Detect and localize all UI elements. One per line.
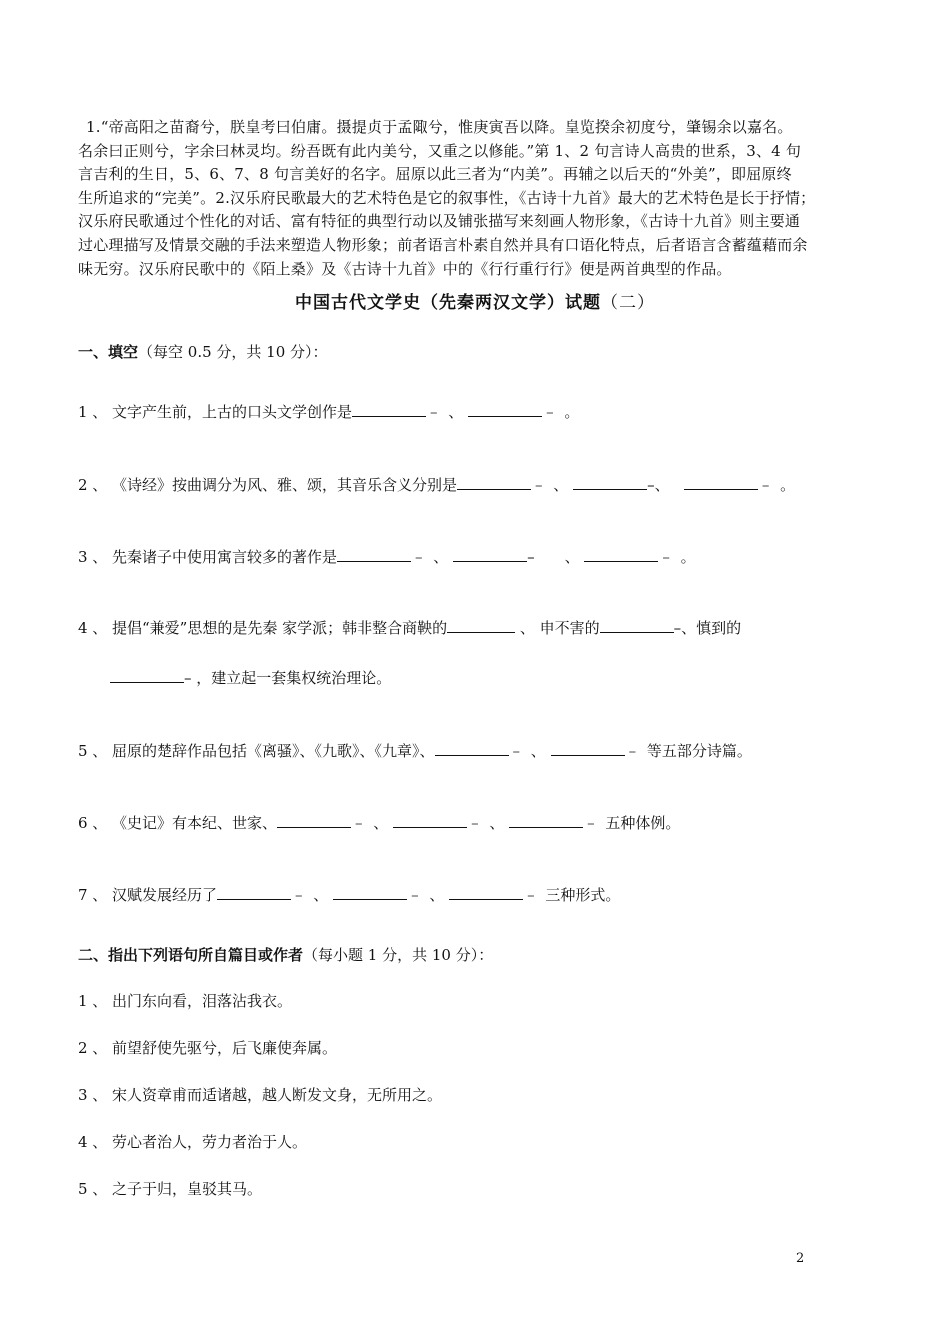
quote-text: 宋人资章甫而适诸越，越人断发文身，无所用之。 xyxy=(112,1086,443,1104)
separator: – 、 xyxy=(527,548,580,566)
question-text: 《史记》有本纪、世家、 xyxy=(112,814,278,832)
question-4-continued xyxy=(110,667,391,688)
separator: 、 xyxy=(526,742,551,760)
section-2-heading xyxy=(78,944,493,965)
blank-mark: – xyxy=(295,886,303,904)
exam-title xyxy=(0,288,950,313)
quote-item-2 xyxy=(78,1037,337,1058)
answer-blank[interactable] xyxy=(600,618,674,633)
blank-mark: – xyxy=(411,886,419,904)
separator: 、 xyxy=(424,886,450,904)
answer-blank[interactable] xyxy=(393,813,467,828)
question-text: 先秦诸子中使用寓言较多的著作是 xyxy=(112,548,338,566)
separator: –、 xyxy=(647,476,670,494)
quote-item-4 xyxy=(78,1131,307,1152)
question-end: 。 xyxy=(675,548,696,566)
question-number: 4 、 xyxy=(78,1133,108,1151)
quote-text: 前望舒使先驱兮，后飞廉使奔属。 xyxy=(112,1039,338,1057)
separator: 、 xyxy=(443,403,469,421)
intro-line: 汉乐府民歌通过个性化的对话、富有特征的典型行动以及铺张描写来刻画人物形象，《古诗十九首》则主要通 xyxy=(78,212,801,231)
question-number: 3 、 xyxy=(78,548,108,566)
answer-blank[interactable] xyxy=(352,402,426,417)
answer-blank[interactable] xyxy=(509,813,583,828)
question-text: 汉赋发展经历了 xyxy=(112,886,218,904)
separator: 、 xyxy=(548,476,574,494)
quote-text: 出门东向看，泪落沾我衣。 xyxy=(112,992,293,1010)
page-number: 2 xyxy=(796,1251,805,1266)
question-number: 1 、 xyxy=(78,403,108,421)
question-text: 提倡“兼爱”思想的是先秦 家学派；韩非整合商鞅的 xyxy=(112,619,448,637)
section-1-title: 一、填空 xyxy=(78,343,139,361)
question-text: 屈原的楚辞作品包括《离骚》、《九歌》、《九章》、 xyxy=(112,742,435,760)
answer-blank[interactable] xyxy=(457,475,531,490)
question-4 xyxy=(78,617,741,638)
answer-blank[interactable] xyxy=(110,668,184,683)
answer-blank[interactable] xyxy=(277,813,351,828)
blank-mark: – xyxy=(512,742,521,760)
answer-blank[interactable] xyxy=(447,618,515,633)
answer-paragraph xyxy=(78,116,878,281)
question-1 xyxy=(78,401,579,422)
intro-line: 言吉利的生日，5、6、7、8 句言美好的名字。屈原以此三者为“内美”。再辅之以后天的“外美”，即屈原终 xyxy=(78,165,792,184)
quote-text: 劳心者治人，劳力者治于人。 xyxy=(112,1133,308,1151)
question-end: 。 xyxy=(559,403,580,421)
answer-blank[interactable] xyxy=(684,475,758,490)
question-end: 。 xyxy=(775,476,796,494)
intro-line: 1.“帝高阳之苗裔兮，朕皇考曰伯庸。摄提贞于孟陬兮，惟庚寅吾以降。皇览揆余初度兮，肇锡余以嘉名。 xyxy=(86,118,793,136)
separator: 、 xyxy=(308,886,334,904)
quote-text: 之子于归，皇驳其马。 xyxy=(112,1180,263,1198)
question-end: 等五部分诗篇。 xyxy=(642,742,752,760)
question-number: 2 、 xyxy=(78,1039,108,1057)
question-number: 7 、 xyxy=(78,886,108,904)
question-number: 1 、 xyxy=(78,992,108,1010)
section-2-title: 二、指出下列语句所自篇目或作者 xyxy=(78,946,304,964)
question-text: 、 申不害的 xyxy=(515,619,600,637)
separator: 、 xyxy=(428,548,454,566)
question-text: 文字产生前，上古的口头文学创作是 xyxy=(112,403,353,421)
section-1-note: （每空 0.5 分，共 10 分）： xyxy=(138,343,328,361)
blank-mark: – xyxy=(628,742,637,760)
question-2 xyxy=(78,474,795,495)
question-3 xyxy=(78,546,696,567)
separator: 、 xyxy=(484,814,510,832)
blank-mark: – xyxy=(355,814,363,832)
question-number: 5 、 xyxy=(78,742,108,760)
question-5 xyxy=(78,740,752,761)
section-2-note: （每小题 1 分，共 10 分）： xyxy=(303,946,494,964)
question-text: –、慎到的 xyxy=(673,619,742,637)
blank-mark: – xyxy=(415,548,423,566)
quote-item-3 xyxy=(78,1084,442,1105)
question-7 xyxy=(78,884,620,905)
question-end: 五种体例。 xyxy=(600,814,681,832)
answer-blank[interactable] xyxy=(217,885,291,900)
exam-title-suffix: （二） xyxy=(601,293,655,313)
question-number: 5 、 xyxy=(78,1180,108,1198)
blank-mark: – xyxy=(546,403,554,421)
answer-blank[interactable] xyxy=(573,475,647,490)
blank-mark: – xyxy=(662,548,670,566)
answer-blank[interactable] xyxy=(333,885,407,900)
question-text: – ，建立起一套集权统治理论。 xyxy=(184,669,392,687)
question-end: 三种形式。 xyxy=(540,886,621,904)
section-1-heading xyxy=(78,341,328,362)
question-number: 4 、 xyxy=(78,619,108,637)
answer-blank[interactable] xyxy=(468,402,542,417)
blank-mark: – xyxy=(587,814,595,832)
blank-mark: – xyxy=(535,476,543,494)
intro-line: 味无穷。汉乐府民歌中的《陌上桑》及《古诗十九首》中的《行行重行行》便是两首典型的作品。 xyxy=(78,259,732,278)
answer-blank[interactable] xyxy=(449,885,523,900)
blank-mark: – xyxy=(430,403,438,421)
intro-line: 生所追求的“完美”。2.汉乐府民歌最大的艺术特色是它的叙事性，《古诗十九首》最大的艺术特色是长于抒情； xyxy=(78,188,816,207)
answer-blank[interactable] xyxy=(584,547,658,562)
intro-line: 名余曰正则兮，字余曰林灵均。纷吾既有此内美兮，又重之以修能。”第 1、2 句言诗人高贵的世系，3、4 句 xyxy=(78,141,802,160)
answer-blank[interactable] xyxy=(453,547,527,562)
separator: 、 xyxy=(368,814,394,832)
question-number: 2 、 xyxy=(78,476,108,494)
question-number: 3 、 xyxy=(78,1086,108,1104)
blank-mark: – xyxy=(471,814,479,832)
answer-blank[interactable] xyxy=(551,741,625,756)
question-text: 《诗经》按曲调分为风、雅、颂，其音乐含义分别是 xyxy=(112,476,458,494)
quote-item-1 xyxy=(78,990,292,1011)
question-6 xyxy=(78,812,680,833)
quote-item-5 xyxy=(78,1178,262,1199)
exam-title-main: 中国古代文学史（先秦两汉文学）试题 xyxy=(295,293,601,313)
intro-line: 过心理描写及情景交融的手法来塑造人物形象；前者语言朴素自然并具有口语化特点，后者语言含蓄蕴藉而余 xyxy=(78,235,808,254)
blank-mark: – xyxy=(527,886,535,904)
answer-blank[interactable] xyxy=(337,547,411,562)
question-number: 6 、 xyxy=(78,814,108,832)
blank-mark: – xyxy=(761,476,770,494)
answer-blank[interactable] xyxy=(435,741,509,756)
